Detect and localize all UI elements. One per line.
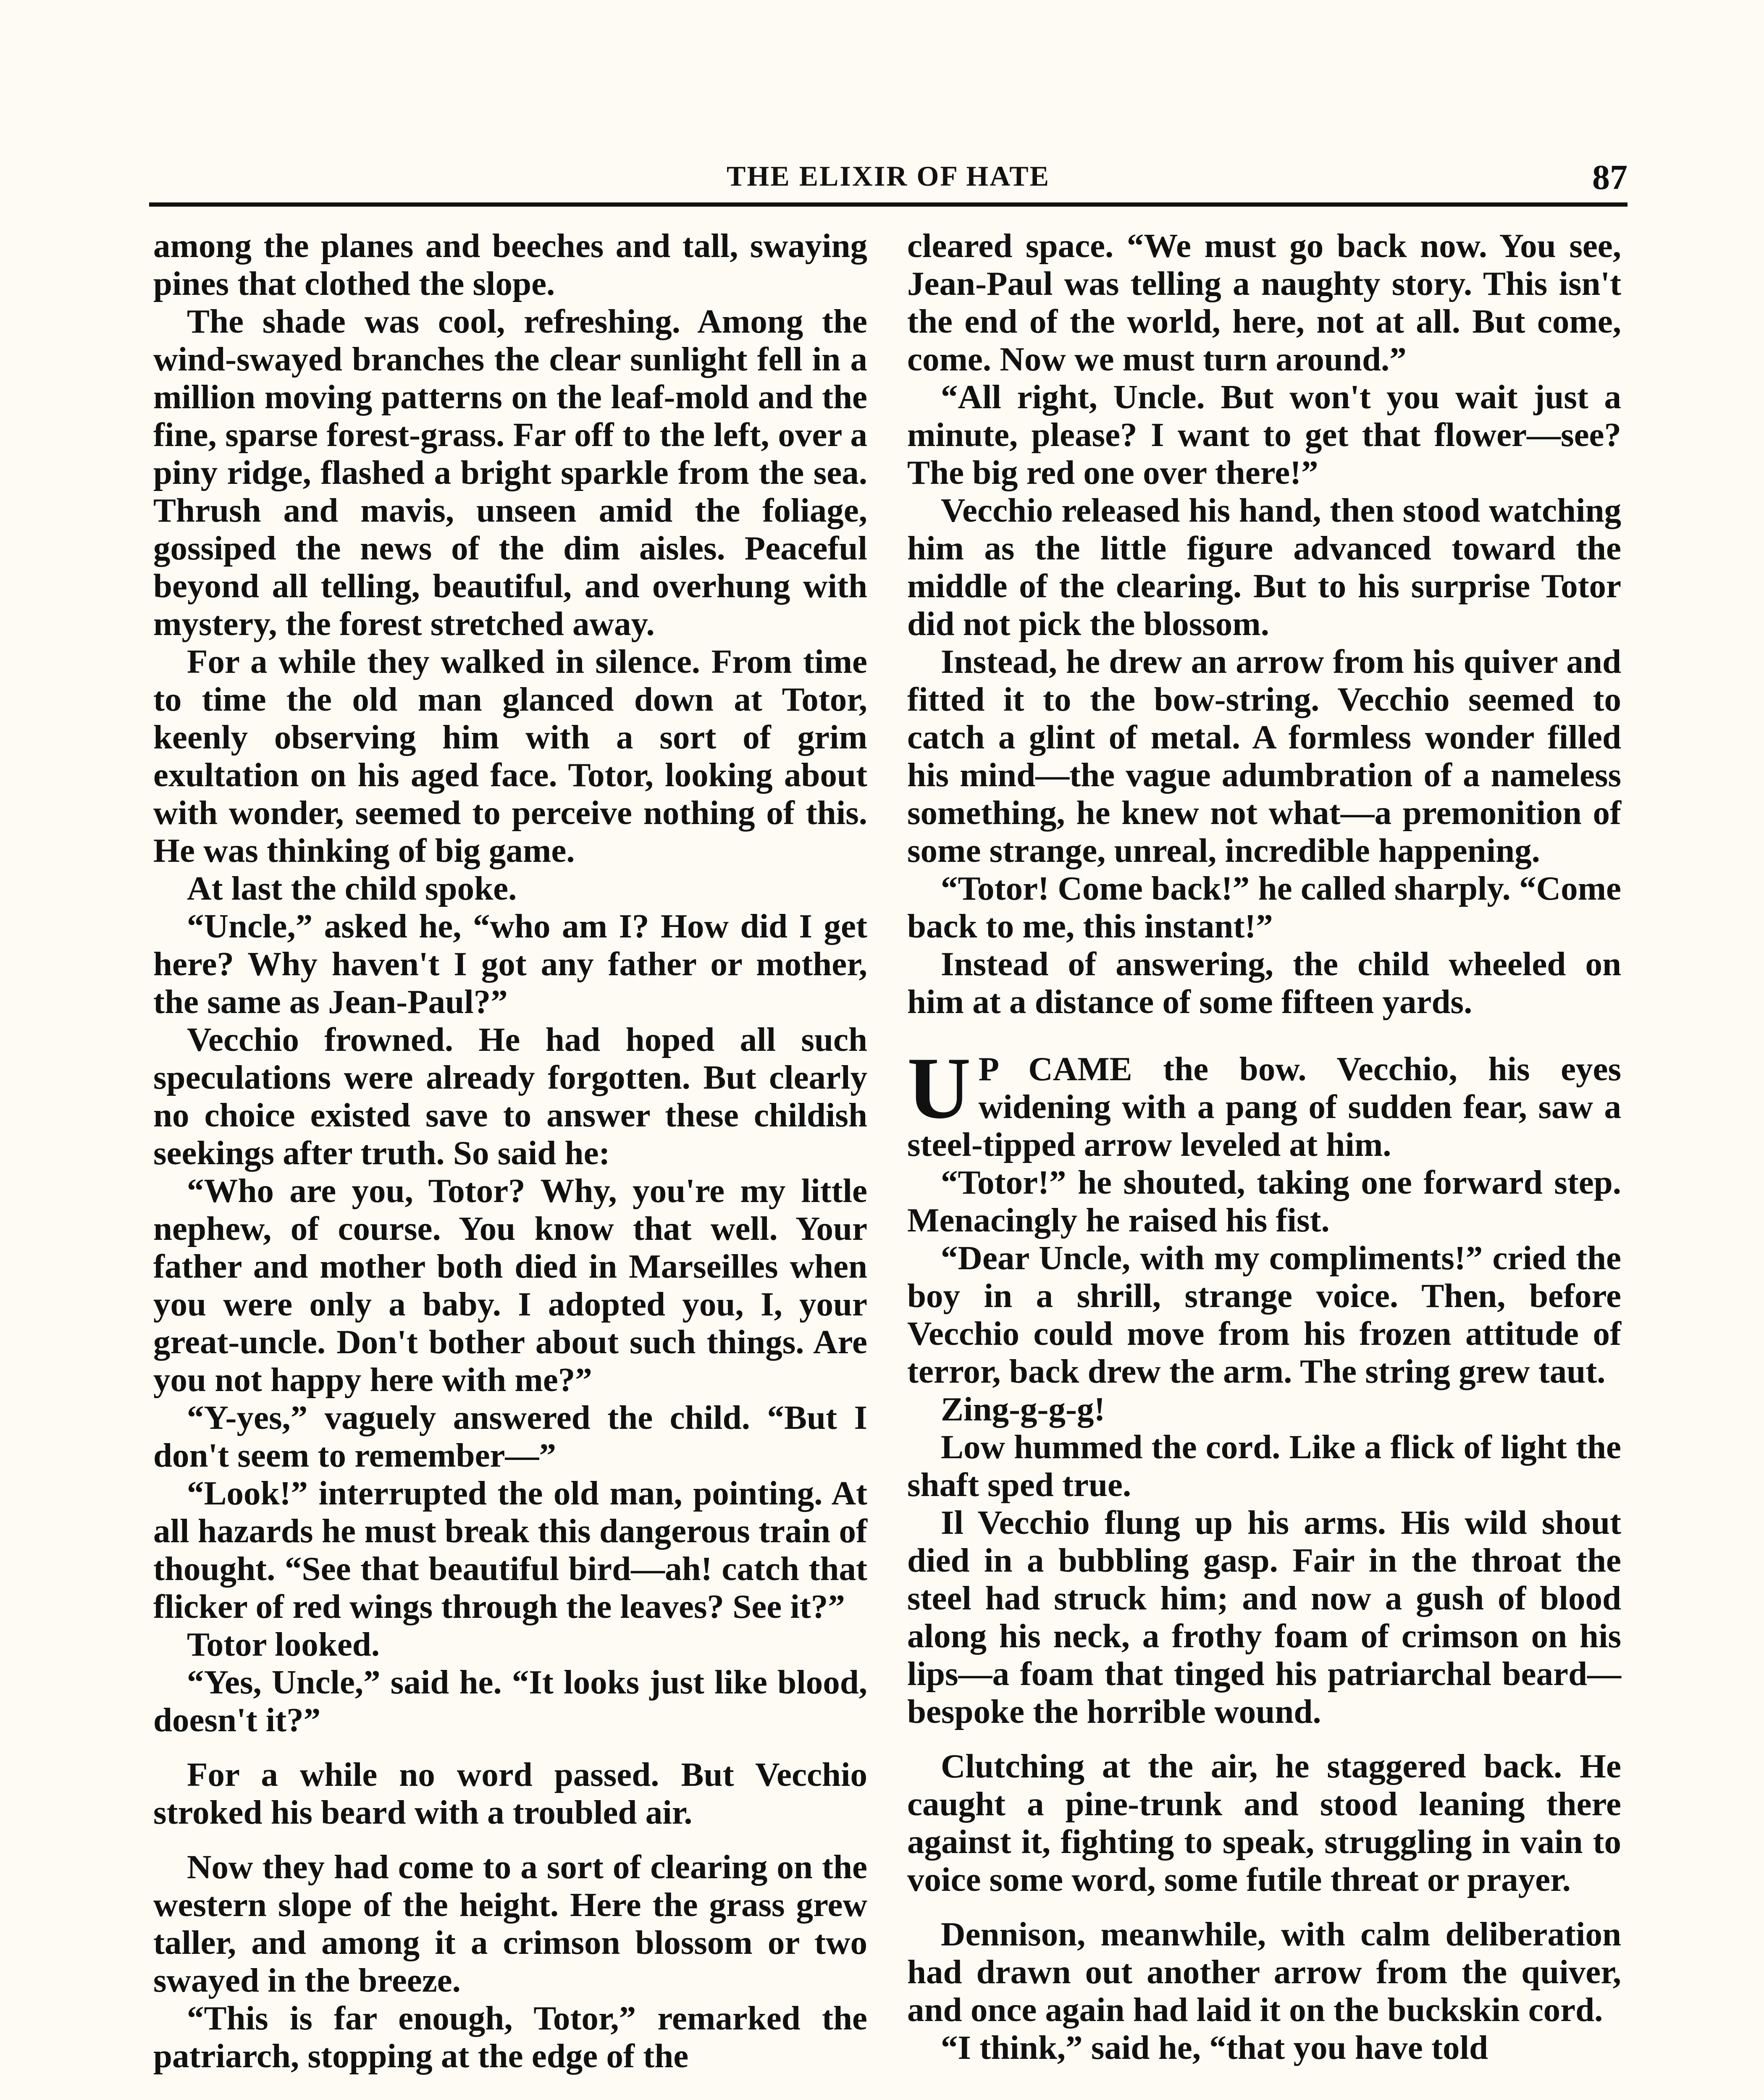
paragraph: Vecchio frowned. He had hoped all such speculations were already forgotten. But clearly no choice existed save to answer these childish seekings after truth. So said he:	[153, 1021, 867, 1172]
paragraph: For a while no word passed. But Vecchio stroked his beard with a troubled air.	[153, 1756, 867, 1831]
paragraph: Low hummed the cord. Like a flick of light the shaft sped true.	[907, 1428, 1621, 1504]
paragraph-text: P CAME the bow. Vecchio, his eyes widening with a pang of sudden fear, saw a steel-tipped arrow leveled at him.	[907, 1050, 1621, 1163]
paragraph: For a while they walked in silence. From time to time the old man glanced down at Totor, keenly observing him with a sort of grim exultation on his aged face. Totor, looking about with wonder, seemed to perceive nothing of this. He was thinking of big game.	[153, 643, 867, 869]
paragraph: cleared space. “We must go back now. You see, Jean-Paul was telling a naughty story. This isn't the end of the world, here, not at all. But come, come. Now we must turn around.”	[907, 227, 1621, 378]
paragraph: “Uncle,” asked he, “who am I? How did I get here? Why haven't I got any father or mother, the same as Jean-Paul?”	[153, 907, 867, 1021]
right-column	[907, 227, 1621, 2066]
paragraph: Il Vecchio flung up his arms. His wild shout died in a bubbling gasp. Fair in the throat the steel had struck him; and now a gush of blood along his neck, a frothy foam of crimson on his lips—a foam that tinged his patriarchal beard—bespoke the horrible wound.	[907, 1504, 1621, 1730]
paragraph: Instead, he drew an arrow from his quiver and fitted it to the bow-string. Vecchio seemed to catch a glint of metal. A formless wonder filled his mind—the vague adumbration of a nameless something, he knew not what—a premonition of some strange, unreal, incredible happening.	[907, 643, 1621, 869]
paragraph: “Y-yes,” vaguely answered the child. “But I don't seem to remember—”	[153, 1399, 867, 1474]
paragraph: Clutching at the air, he staggered back. He caught a pine-trunk and stood leaning there against it, fighting to speak, struggling in vain to voice some word, some futile threat or prayer.	[907, 1747, 1621, 1898]
header-rule	[149, 202, 1628, 207]
paragraph: among the planes and beeches and tall, swaying pines that clothed the slope.	[153, 227, 867, 302]
paragraph: “Look!” interrupted the old man, pointing. At all hazards he must break this dangerous train of thought. “See that beautiful bird—ah! catch that flicker of red wings through the leaves? See it?”	[153, 1474, 867, 1625]
left-column	[153, 227, 867, 2075]
drop-cap: U	[907, 1040, 971, 1137]
paragraph: “Totor!” he shouted, taking one forward step. Menacingly he raised his fist.	[907, 1163, 1621, 1239]
paragraph: “I think,” said he, “that you have told	[941, 2029, 1488, 2066]
paragraph: At last the child spoke.	[187, 869, 517, 907]
paragraph: “Who are you, Totor? Why, you're my little nephew, of course. You know that well. Your father and mother both died in Marseilles when you were only a baby. I adopted you, I, your great-uncle. Don't bother about such things. Are you not happy here with me?”	[153, 1172, 867, 1399]
paragraph: “All right, Uncle. But won't you wait just a minute, please? I want to get that flower—see? The big red one over there!”	[907, 378, 1621, 491]
running-header	[149, 160, 1628, 202]
paragraph: Dennison, meanwhile, with calm deliberation had drawn out another arrow from the quiver, and once again had laid it on the buckskin cord.	[907, 1915, 1621, 2029]
section-paragraph	[907, 1040, 1621, 1163]
paragraph: “This is far enough, Totor,” remarked the patriarch, stopping at the edge of the	[153, 1999, 867, 2075]
page-number: 87	[1592, 158, 1628, 197]
running-title: THE ELIXIR OF HATE	[726, 160, 1050, 192]
paragraph: Now they had come to a sort of clearing on the western slope of the height. Here the grass grew taller, and among it a crimson blossom or two swayed in the breeze.	[153, 1848, 867, 1999]
paragraph: Zing-g-g-g!	[941, 1390, 1105, 1428]
paragraph: Instead of answering, the child wheeled on him at a distance of some fifteen yards.	[907, 945, 1621, 1021]
paragraph: “Yes, Uncle,” said he. “It looks just like blood, doesn't it?”	[153, 1663, 867, 1739]
paragraph: Totor looked.	[187, 1625, 380, 1663]
paragraph: The shade was cool, refreshing. Among the wind-swayed branches the clear sunlight fell in a million moving patterns on the leaf-mold and the fine, sparse forest-grass. Far off to the left, over a piny ridge, flashed a bright sparkle from the sea. Thrush and mavis, unseen amid the foliage, gossiped the news of the dim aisles. Peaceful beyond all telling, beautiful, and overhung with mystery, the forest stretched away.	[153, 302, 867, 643]
paragraph: “Dear Uncle, with my compliments!” cried the boy in a shrill, strange voice. Then, before Vecchio could move from his frozen attitude of terror, back drew the arm. The string grew taut.	[907, 1239, 1621, 1390]
paragraph: Vecchio released his hand, then stood watching him as the little figure advanced toward the middle of the clearing. But to his surprise Totor did not pick the blossom.	[907, 491, 1621, 643]
paragraph: “Totor! Come back!” he called sharply. “Come back to me, this instant!”	[907, 869, 1621, 945]
